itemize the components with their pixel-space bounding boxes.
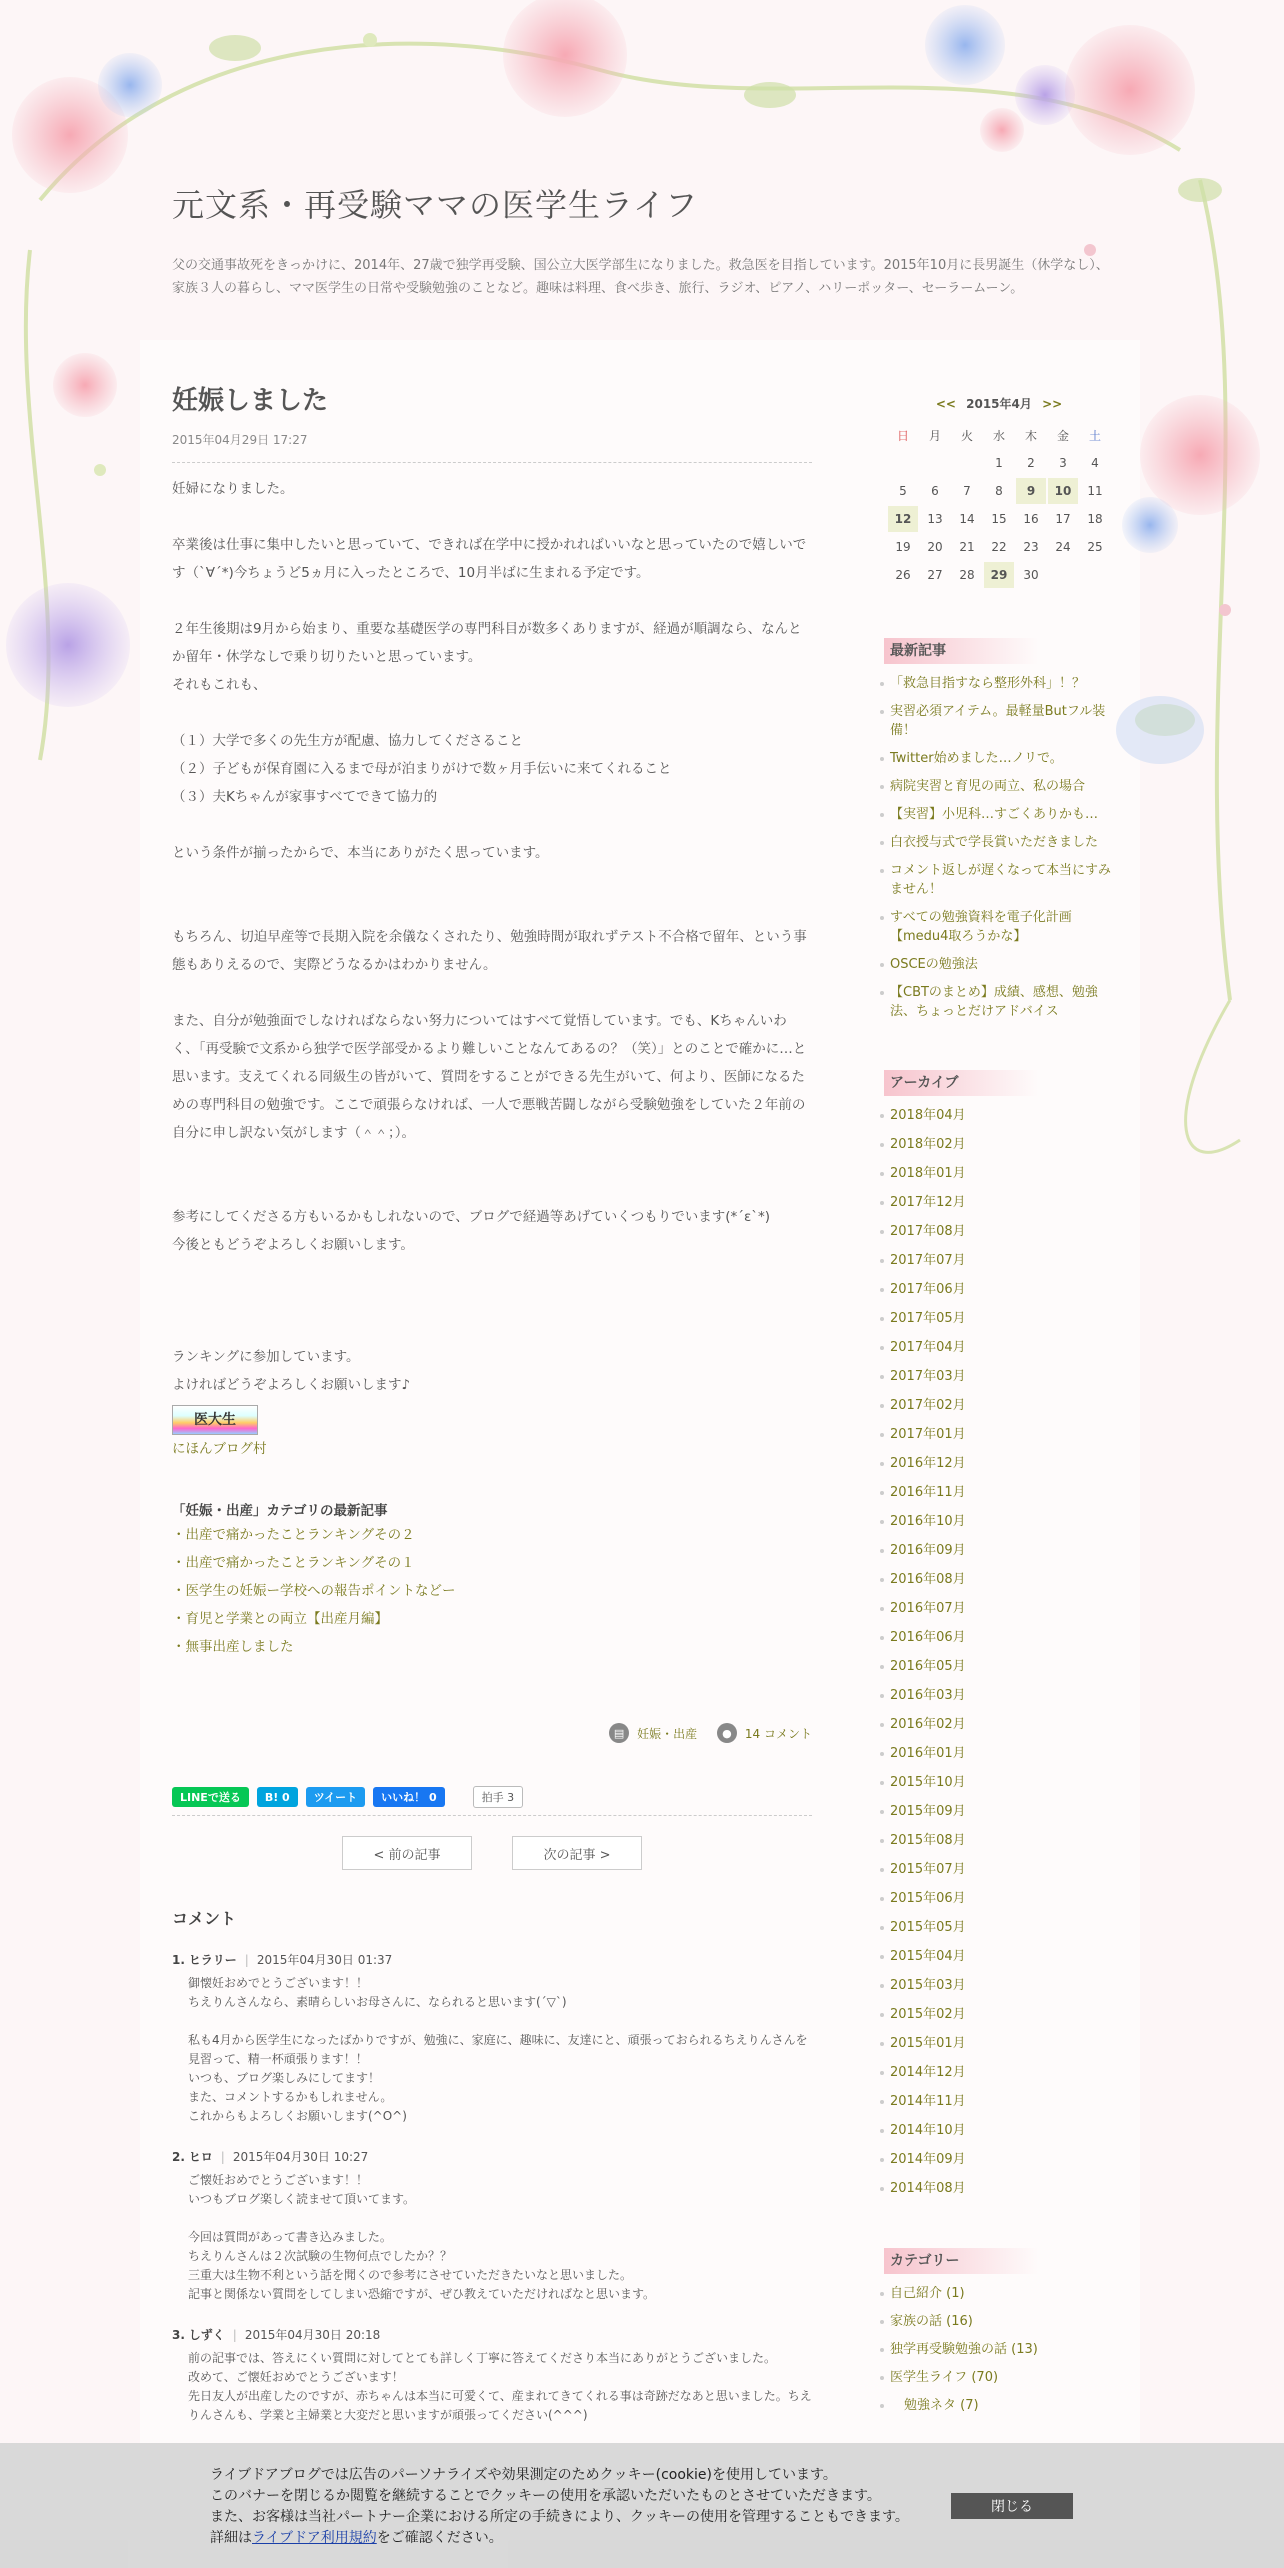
comment-line: 御懐妊おめでとうございます！！ — [188, 1976, 369, 1990]
archive-item[interactable] — [884, 1396, 1114, 1415]
blog-description: 父の交通事故死をきっかけに、2014年、27歳で独学再受験、国公立大医学部生になりました。救急医を目指しています。2015年10月に長男誕生（休学なし）、家族３人の暮らし、ママ医学生の日常や受験勉強のことなど。趣味は料理、食べ歩き、旅行、ラジオ、ピアノ、ハリーポッター、セーラームーン。 — [172, 258, 1109, 296]
calendar-weekday: 土 — [1088, 428, 1101, 443]
archive-item[interactable] — [884, 1744, 1114, 1763]
comment-date: 2015年04月30日 01:37 — [256, 1953, 393, 1967]
archive-link[interactable]: 2014年12月 — [890, 2065, 966, 2080]
recent-posts-list — [884, 674, 1114, 1021]
calendar-day-link[interactable]: 29 — [984, 562, 1014, 588]
archive-link[interactable]: 2016年08月 — [890, 1572, 966, 1587]
calendar-day: 22 — [991, 540, 1007, 554]
archive-item[interactable] — [884, 1222, 1114, 1241]
archive-link[interactable]: 2016年10月 — [890, 1514, 966, 1529]
comment-number: 2. — [172, 2150, 185, 2164]
comment-line: 改めて、ご懐妊おめでとうございます！ — [188, 2370, 404, 2384]
sidebar — [884, 395, 1114, 2424]
comment-line: これからもよろしくお願いします(^O^) — [188, 2109, 407, 2123]
archive-heading: アーカイブ — [884, 1070, 1038, 1096]
comment-author: ヒロ — [188, 2150, 213, 2164]
comment-date: 2015年04月30日 20:18 — [244, 2328, 381, 2342]
archive-link[interactable]: 2017年12月 — [890, 1195, 966, 1210]
article-paragraph: もちろん、切迫早産等で長期入院を余儀なくされたり、勉強時間が取れずテスト不合格で留年、という事態もありえるので、実際どうなるかはわかりません。 — [172, 929, 807, 973]
calendar-day: 14 — [959, 512, 975, 526]
archive-item[interactable] — [884, 1251, 1114, 1270]
meta-category-link[interactable]: 妊娠・出産 — [637, 1726, 698, 1741]
cookie-text — [210, 2465, 909, 2549]
comment-line: いつも、ブログ楽しみにしてます！ — [188, 2071, 381, 2085]
archive-link[interactable]: 2015年07月 — [890, 1862, 966, 1877]
article-paragraph: ランキングに参加しています。 — [172, 1349, 360, 1365]
category-item[interactable] — [884, 2284, 1114, 2303]
comment-date: 2015年04月30日 10:27 — [232, 2150, 369, 2164]
main-content — [172, 380, 812, 2425]
archive-item[interactable] — [884, 1367, 1114, 1386]
recent-post-link[interactable]: すべての勉強資料を電子化計画【medu4取ろうかな】 — [890, 910, 1072, 944]
archive-link[interactable]: 2016年05月 — [890, 1659, 966, 1674]
comment-body — [188, 2171, 812, 2304]
cookie-line-1: ライブドアブログでは広告のパーソナライズや効果測定のためクッキー(cookie)を使用しています。 — [210, 2467, 837, 2483]
comment-line: ちえりんさんなら、素晴らしいお母さんに、なられると思います(´▽`) — [188, 1995, 567, 2009]
archive-item[interactable] — [884, 2063, 1114, 2082]
meta-category[interactable] — [609, 1723, 697, 1743]
category-post-item[interactable] — [172, 1577, 812, 1605]
recent-post-item[interactable] — [884, 861, 1114, 899]
cookie-detail-prefix: 詳細は — [210, 2530, 252, 2546]
archive-link[interactable]: 2016年03月 — [890, 1688, 966, 1703]
recent-post-item[interactable] — [884, 833, 1114, 852]
calendar-day-link[interactable]: 10 — [1048, 478, 1078, 504]
article-paragraph: 参考にしてくださる方もいるかもしれないので、ブログで経過等あげていくつもりでいます(*´ε`*) — [172, 1209, 771, 1225]
category-item[interactable] — [884, 2396, 1114, 2415]
archive-link[interactable]: 2018年04月 — [890, 1108, 966, 1123]
comment-line: また、コメントするかもしれません。 — [188, 2090, 393, 2104]
article-paragraph: 今後ともどうぞよろしくお願いします。 — [172, 1237, 414, 1253]
article-date: 2015年04月29日 17:27 — [172, 433, 308, 447]
comment-body — [188, 1974, 812, 2126]
calendar-table — [886, 420, 1112, 590]
comment-separator: | — [220, 2150, 225, 2164]
archive-link[interactable]: 2016年06月 — [890, 1630, 966, 1645]
archive-item[interactable] — [884, 2121, 1114, 2140]
category-post-item[interactable] — [172, 1633, 812, 1661]
calendar-day: 15 — [991, 512, 1007, 526]
archive-list — [884, 1106, 1114, 2198]
calendar-day: 3 — [1059, 456, 1067, 470]
blog-title[interactable]: 元文系・再受験ママの医学生ライフ — [172, 186, 699, 224]
calendar-day: 13 — [927, 512, 943, 526]
recent-post-item[interactable] — [884, 983, 1114, 1021]
comment-line: 今回は質問があって書き込みました。 — [188, 2230, 392, 2244]
article-paragraph — [172, 1287, 812, 1315]
cookie-detail-suffix: をご確認ください。 — [376, 2530, 503, 2546]
archive-item[interactable] — [884, 1918, 1114, 1937]
recent-posts-heading: 最新記事 — [884, 638, 1038, 664]
calendar-day: 24 — [1055, 540, 1071, 554]
archive-link[interactable]: 2017年08月 — [890, 1224, 966, 1239]
archive-item[interactable] — [884, 1106, 1114, 1125]
comment-line: 三重大は生物不利という話を聞くので参考にさせていただきたいなと思いました。 — [188, 2268, 633, 2282]
cookie-line-4 — [210, 2528, 909, 2549]
comment-line — [188, 2012, 812, 2031]
comment-line: ご懐妊おめでとうございます！！ — [188, 2173, 369, 2187]
category-post-item[interactable] — [172, 1605, 812, 1633]
archive-link[interactable]: 2017年05月 — [890, 1311, 966, 1326]
recent-post-link[interactable]: 病院実習と育児の両立、私の場合 — [890, 779, 1086, 794]
category-post-link[interactable]: 出産で痛かったことランキングその１ — [185, 1555, 415, 1571]
recent-post-link[interactable]: OSCEの勉強法 — [890, 957, 978, 972]
archive-item[interactable] — [884, 1831, 1114, 1850]
comment-line: 先日友人が出産したのですが、赤ちゃんは本当に可愛くて、産まれてきてくれる事は奇跡だなあと思いました。ちえりんさんも、学業と主婦業と大変だと思いますが頑張ってください(^^^) — [188, 2389, 812, 2422]
recent-post-item[interactable] — [884, 749, 1114, 768]
calendar-day: 19 — [895, 540, 911, 554]
prev-article-button[interactable]: < 前の記事 — [342, 1836, 472, 1870]
article-pager — [172, 1836, 812, 1870]
recent-post-link[interactable]: 【CBTのまとめ】成績、感想、勉強法、ちょっとだけアドバイス — [890, 985, 1098, 1019]
category-post-item[interactable] — [172, 1521, 812, 1549]
archive-item[interactable] — [884, 1483, 1114, 1502]
recent-post-item[interactable] — [884, 777, 1114, 796]
ranking-link[interactable]: にほんブログ村 — [172, 1441, 267, 1457]
calendar-day: 27 — [927, 568, 943, 582]
terms-link[interactable]: ライブドア利用規約 — [252, 2530, 377, 2546]
calendar-day: 28 — [959, 568, 975, 582]
archive-link[interactable]: 2017年02月 — [890, 1398, 966, 1413]
comments-heading: コメント — [172, 1909, 237, 1928]
archive-link[interactable]: 2015年01月 — [890, 2036, 966, 2051]
comment-item — [172, 2148, 812, 2304]
archive-item[interactable] — [884, 1454, 1114, 1473]
archive-item[interactable] — [884, 2092, 1114, 2111]
archive-item[interactable] — [884, 1628, 1114, 1647]
archive-item[interactable] — [884, 1164, 1114, 1183]
archive-item[interactable] — [884, 1512, 1114, 1531]
archive-item[interactable] — [884, 1541, 1114, 1560]
calendar-day: 2 — [1027, 456, 1035, 470]
calendar-day: 23 — [1023, 540, 1039, 554]
calendar-day: 17 — [1055, 512, 1071, 526]
archive-link[interactable]: 2016年09月 — [890, 1543, 966, 1558]
comment-line — [188, 2209, 812, 2228]
category-latest-list — [172, 1521, 812, 1661]
comment-icon: ● — [717, 1723, 737, 1743]
comment-item — [172, 2326, 812, 2425]
archive-link[interactable]: 2015年04月 — [890, 1949, 966, 1964]
archive-link[interactable]: 2015年08月 — [890, 1833, 966, 1848]
article-paragraph — [172, 1147, 812, 1175]
calendar-day: 7 — [963, 484, 971, 498]
title-divider — [172, 462, 812, 463]
article-paragraph: 妊婦になりました。 — [172, 481, 294, 497]
archive-item[interactable] — [884, 1657, 1114, 1676]
article-paragraph — [172, 699, 812, 727]
archive-item[interactable] — [884, 1135, 1114, 1154]
category-item[interactable] — [884, 2368, 1114, 2387]
comment-author: ヒラリー — [188, 1953, 237, 1967]
archive-item[interactable] — [884, 1425, 1114, 1444]
article-paragraph: それもこれも、 — [172, 677, 267, 693]
article-paragraph: ２年生後期は9月から始まり、重要な基礎医学の専門科目が数多くありますが、経過が順調なら、なんとか留年・休学なしで乗り切りたいと思っています。 — [172, 621, 802, 665]
archive-item[interactable] — [884, 1309, 1114, 1328]
line-share-button[interactable]: LINEで送る — [172, 1787, 249, 1807]
calendar-next-link[interactable]: >> — [1042, 397, 1063, 411]
recent-post-link[interactable]: 実習必須アイテム。最軽量Butフル装備！ — [890, 704, 1106, 738]
category-post-link[interactable]: 育児と学業との両立【出産月編】 — [185, 1611, 388, 1627]
article-paragraph — [172, 895, 812, 923]
article-paragraph: よければどうぞよろしくお願いします♪ — [172, 1377, 411, 1393]
archive-item[interactable] — [884, 2150, 1114, 2169]
archive-item[interactable] — [884, 1599, 1114, 1618]
archive-link[interactable]: 2017年07月 — [890, 1253, 966, 1268]
archive-item[interactable] — [884, 1773, 1114, 1792]
category-item[interactable] — [884, 2312, 1114, 2331]
category-post-link[interactable]: 出産で痛かったことランキングその２ — [185, 1527, 415, 1543]
article-paragraph — [172, 1315, 812, 1343]
cookie-banner — [0, 2443, 1284, 2568]
calendar-header — [884, 395, 1114, 412]
recent-post-link[interactable]: Twitter始めました…ノリで。 — [890, 751, 1063, 766]
share-buttons — [172, 1785, 812, 1809]
folder-icon: ▤ — [609, 1723, 629, 1743]
archive-link[interactable]: 2016年07月 — [890, 1601, 966, 1616]
recent-post-item[interactable] — [884, 674, 1114, 693]
recent-post-link[interactable]: 「救急目指すなら整形外科」！？ — [890, 676, 1086, 691]
calendar-day — [888, 450, 918, 476]
archive-link[interactable]: 2016年02月 — [890, 1717, 966, 1732]
category-link[interactable]: 自己紹介 (1) — [890, 2286, 965, 2301]
calendar-day: 1 — [995, 456, 1003, 470]
calendar-day: 20 — [927, 540, 943, 554]
archive-link[interactable]: 2014年09月 — [890, 2152, 966, 2167]
archive-link[interactable]: 2017年01月 — [890, 1427, 966, 1442]
calendar-month: 2015年4月 — [966, 397, 1032, 411]
calendar-day — [1080, 562, 1110, 588]
calendar-prev-link[interactable]: << — [935, 397, 956, 411]
calendar-day: 8 — [995, 484, 1003, 498]
archive-link[interactable]: 2015年10月 — [890, 1775, 966, 1790]
category-list — [884, 2284, 1114, 2415]
article-paragraph: という条件が揃ったからで、本当にありがたく思っています。 — [172, 845, 549, 861]
calendar-day — [952, 450, 982, 476]
calendar-day-link[interactable]: 9 — [1016, 478, 1046, 504]
comment-line: 前の記事では、答えにくい質問に対してとても詳しく丁寧に答えてくださり本当にありがとうございました。 — [188, 2351, 777, 2365]
article-paragraph — [172, 867, 812, 895]
recent-post-link[interactable]: コメント返しが遅くなって本当にすみません！ — [890, 863, 1112, 897]
calendar-weekday: 金 — [1056, 428, 1069, 443]
calendar-day: 5 — [899, 484, 907, 498]
calendar-day-link[interactable]: 12 — [888, 506, 918, 532]
archive-item[interactable] — [884, 1976, 1114, 1995]
archive-item[interactable] — [884, 2179, 1114, 2198]
archive-link[interactable]: 2014年10月 — [890, 2123, 966, 2138]
article-paragraph — [172, 811, 812, 839]
calendar-day: 30 — [1023, 568, 1039, 582]
archive-item[interactable] — [884, 1193, 1114, 1212]
recent-post-item[interactable] — [884, 702, 1114, 740]
archive-item[interactable] — [884, 2005, 1114, 2024]
archive-link[interactable]: 2016年12月 — [890, 1456, 966, 1471]
share-divider — [172, 1815, 812, 1816]
calendar-day: 21 — [959, 540, 975, 554]
recent-post-link[interactable]: 【実習】小児科…すごくありかも… — [890, 807, 1099, 822]
archive-link[interactable]: 2015年02月 — [890, 2007, 966, 2022]
comment-line: いつもブログ楽しく読ませて頂いてます。 — [188, 2192, 416, 2206]
archive-link[interactable]: 2015年03月 — [890, 1978, 966, 1993]
cookie-line-2: このバナーを閉じるか閲覧を継続することでクッキーの使用を承認いただいたものとさせていただきます。 — [210, 2488, 881, 2504]
comment-line: 記事と関係ない質問をしてしまい恐縮ですが、ぜひ教えていただければなと思います。 — [188, 2287, 656, 2301]
article-paragraph — [172, 1175, 812, 1203]
article-paragraph: （１）大学で多くの先生方が配慮、協力してくださること — [172, 733, 523, 749]
article-body — [172, 475, 812, 1399]
category-post-link[interactable]: 無事出産しました — [185, 1639, 294, 1655]
comment-author: しずく — [188, 2328, 225, 2342]
calendar-weekday: 日 — [896, 428, 909, 443]
comment-line: ちえりんさんは２次試験の生物何点でしたか？？ — [188, 2249, 453, 2263]
archive-item[interactable] — [884, 1889, 1114, 1908]
calendar-day: 4 — [1091, 456, 1099, 470]
archive-link[interactable]: 2015年05月 — [890, 1920, 966, 1935]
comment-number: 3. — [172, 2328, 185, 2342]
facebook-like-button[interactable]: いいね！ 0 — [373, 1787, 444, 1807]
calendar-weekday: 木 — [1024, 428, 1037, 443]
comment-header — [172, 2326, 812, 2343]
calendar-weekday: 月 — [928, 428, 941, 443]
archive-item[interactable] — [884, 1686, 1114, 1705]
category-link[interactable]: 独学再受験勉強の話 (13) — [890, 2342, 1038, 2357]
archive-link[interactable]: 2017年06月 — [890, 1282, 966, 1297]
clap-button[interactable]: 拍手 3 — [473, 1786, 524, 1808]
article-paragraph: （２）子どもが保育園に入るまで母が泊まりがけで数ヶ月手伝いに来てくれること — [172, 761, 672, 777]
calendar-day: 11 — [1087, 484, 1103, 498]
comment-body — [188, 2349, 812, 2425]
meta-comments[interactable] — [717, 1723, 812, 1743]
category-latest-heading: 「妊娠・出産」カテゴリの最新記事 — [172, 1503, 388, 1519]
archive-link[interactable]: 2016年11月 — [890, 1485, 966, 1500]
comment-separator: | — [232, 2328, 237, 2342]
category-post-item[interactable] — [172, 1549, 812, 1577]
calendar-weekday: 水 — [992, 428, 1005, 443]
archive-item[interactable] — [884, 1860, 1114, 1879]
hatena-bookmark-button[interactable]: B! 0 — [257, 1787, 298, 1807]
article-paragraph: （３）夫Kちゃんが家事すべてできて協力的 — [172, 789, 438, 805]
tweet-button[interactable]: ツイート — [306, 1787, 365, 1807]
next-article-button[interactable]: 次の記事 > — [512, 1836, 642, 1870]
archive-link[interactable]: 2015年09月 — [890, 1804, 966, 1819]
ranking-badge[interactable]: 医大生 — [172, 1405, 258, 1435]
category-link[interactable]: 医学生ライフ (70) — [890, 2370, 999, 2385]
comment-line: 私も4月から医学生になったばかりですが、勉強に、家庭に、趣味に、友達にと、頑張っておられるちえりんさんを見習って、精一杯頑張ります！！ — [188, 2033, 808, 2066]
category-link[interactable]: 勉強ネタ (7) — [904, 2398, 979, 2413]
comment-header — [172, 2148, 812, 2165]
calendar-day: 6 — [931, 484, 939, 498]
archive-item[interactable] — [884, 1280, 1114, 1299]
recent-post-link[interactable]: 白衣授与式で学長賞いただきました — [890, 835, 1099, 850]
category-link[interactable]: 家族の話 (16) — [890, 2314, 973, 2329]
article-paragraph — [172, 979, 812, 1007]
recent-post-item[interactable] — [884, 955, 1114, 974]
archive-link[interactable]: 2018年01月 — [890, 1166, 966, 1181]
archive-link[interactable]: 2014年11月 — [890, 2094, 966, 2109]
comment-list — [172, 1951, 812, 2425]
article-paragraph — [172, 587, 812, 615]
cookie-line-3: また、お客様は当社パートナー企業における所定の手続きにより、クッキーの使用を管理することもできます。 — [210, 2509, 909, 2525]
category-post-link[interactable]: 医学生の妊娠ー学校への報告ポイントなどー — [185, 1583, 456, 1599]
cookie-close-button[interactable]: 閉じる — [951, 2493, 1073, 2519]
comment-item — [172, 1951, 812, 2126]
archive-item[interactable] — [884, 1947, 1114, 1966]
archive-item[interactable] — [884, 1338, 1114, 1357]
article-paragraph — [172, 503, 812, 531]
archive-link[interactable]: 2017年04月 — [890, 1340, 966, 1355]
article-paragraph: また、自分が勉強面でしなければならない努力についてはすべて覚悟しています。でも、Kちゃんいわく、「再受験で文系から独学で医学部受かるより難しいことなんてあるの？（笑）」とのことで確かに…と思います。支えてくれる同級生の皆がいて、質問をすることができる先生がいて、何より、医師になるための専門科目の勉強です。ここで頑張らなければ、一人で悪戦苦闘しながら受験勉強をしていた２年前の自分に申し訳ない気がします（＾＾；）。 — [172, 1013, 807, 1141]
article-title[interactable]: 妊娠しました — [172, 386, 329, 416]
archive-link[interactable]: 2014年08月 — [890, 2181, 966, 2196]
category-heading: カテゴリー — [884, 2248, 1038, 2274]
archive-link[interactable]: 2016年01月 — [890, 1746, 966, 1761]
article-meta — [172, 1723, 812, 1743]
article-paragraph — [172, 1259, 812, 1287]
archive-link[interactable]: 2015年06月 — [890, 1891, 966, 1906]
recent-post-item[interactable] — [884, 908, 1114, 946]
archive-item[interactable] — [884, 1570, 1114, 1589]
calendar-day: 18 — [1087, 512, 1103, 526]
calendar-day — [920, 450, 950, 476]
comment-number: 1. — [172, 1953, 185, 1967]
comment-header — [172, 1951, 812, 1968]
calendar-day: 16 — [1023, 512, 1039, 526]
calendar-day: 26 — [895, 568, 911, 582]
archive-link[interactable]: 2018年02月 — [890, 1137, 966, 1152]
category-item[interactable] — [884, 2340, 1114, 2359]
calendar-day — [1048, 562, 1078, 588]
meta-comments-link[interactable]: 14 コメント — [744, 1726, 812, 1741]
comment-separator: | — [244, 1953, 249, 1967]
archive-item[interactable] — [884, 1715, 1114, 1734]
archive-link[interactable]: 2017年03月 — [890, 1369, 966, 1384]
archive-item[interactable] — [884, 2034, 1114, 2053]
calendar-day: 25 — [1087, 540, 1103, 554]
article-paragraph: 卒業後は仕事に集中したいと思っていて、できれば在学中に授かれればいいなと思っていたので嬉しいです（`∀´*)今ちょうど5ヵ月に入ったところで、10月半ばに生まれる予定です。 — [172, 537, 807, 581]
archive-item[interactable] — [884, 1802, 1114, 1821]
recent-post-item[interactable] — [884, 805, 1114, 824]
calendar-weekday: 火 — [960, 428, 973, 443]
